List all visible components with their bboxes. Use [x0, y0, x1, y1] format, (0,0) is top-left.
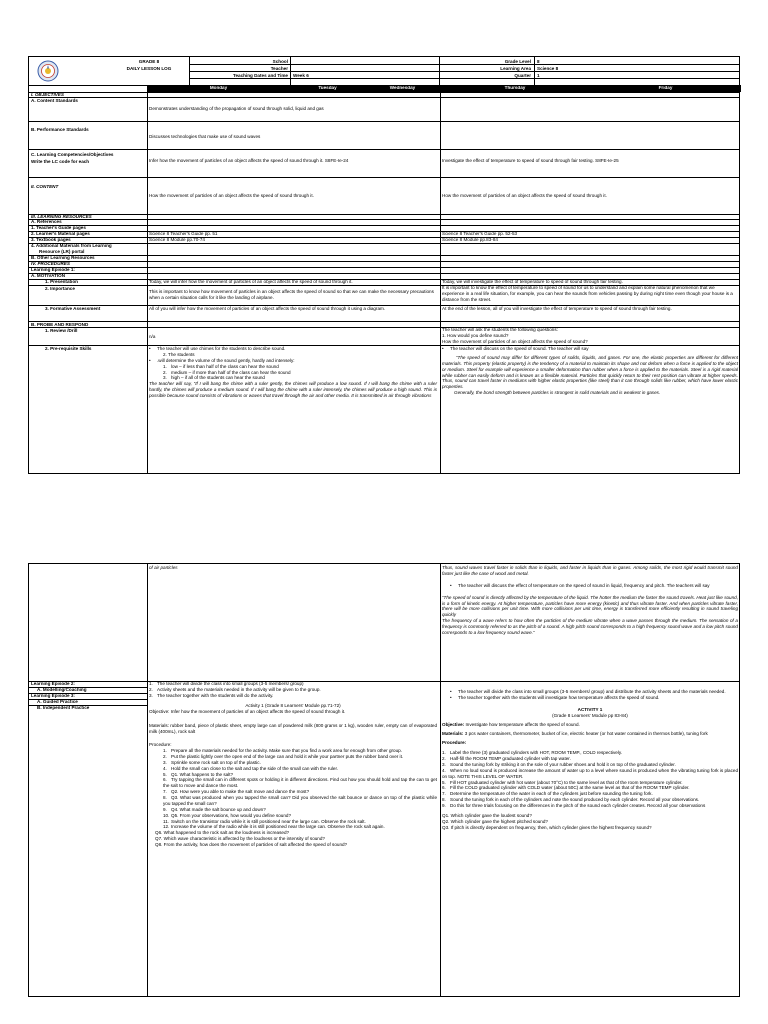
thursday-step-6: 6. Fill the COLD graduated cylinder with COLD water (about 50C) at the same level as that of the ROOM TEMP cylinder. — [442, 785, 690, 791]
thursday-speed-quote: “The speed of sound may differ for different types of solids, liquids, and gases. For one, the elastic properties are different for different materials. This property (elastic property) is the tendency of a material to maintain its shape and not deform when a force is applied to the object or medium. Steel for example will experience a smaller deformation than rubber when a force is applied to the materials. Steel is a rigid material while rubber can easily deform and is known as a flexible material. Particles that quickly return to their rest position can vibrate at higher speeds. Thus, sound can travel faster in mediums with higher elastic properties (like steel) than it can through solids like rubber, which have lower elastic properties. — [442, 354, 738, 390]
lesson-log-page-2 — [28, 563, 740, 997]
procedure-step-5: 5. Q1. What happens to the salt? — [163, 771, 234, 777]
monday-competency: Infer how the movement of particles of an object affects the speed of sound through it. S8FE-Ie-24 — [149, 158, 349, 163]
learning-area-value: Science 8 — [537, 66, 559, 71]
label-objectives: I. OBJECTIVES — [31, 92, 64, 97]
thursday-modelling-2: • The teacher together with the students will investigate how temperature affects the speed of sound. — [450, 694, 660, 700]
activity-materials: Materials: rubber band, piece of plastic sheet, empty large can of powdered milk (800 grams or 1 kg), wooden ruler, empty can of evaporated milk (400mL), rock salt — [149, 723, 437, 735]
day-monday: Monday — [147, 85, 290, 92]
day-thursday: Thursday — [440, 85, 590, 92]
review-q1: 1. How would you define sound? — [442, 332, 509, 338]
label-tb: 3. Textbook pages — [31, 237, 71, 242]
teacher-label: Teacher — [270, 66, 288, 71]
performance-standard-text: Discusses technologies that make use of sound waves — [149, 134, 261, 139]
day-friday: Friday — [590, 85, 741, 92]
label-presentation: 1. Presentation — [45, 279, 78, 284]
modelling-step-3: 3. The teacher together with the students will do the activity. — [149, 692, 274, 698]
thursday-objective: Objective: Investigate how temperature affects the speed of sound. — [442, 721, 580, 727]
day-wednesday: Wednesday — [365, 85, 440, 92]
label-guided: A. Guided Practice — [37, 699, 78, 704]
thursday-content: How the movement of particles of an object affects the speed of sound through it. — [442, 193, 607, 198]
dates-value: Week 6 — [293, 73, 309, 78]
procedure-step-8: 8. Q3. What was produced when you tapped the small can? Did you observed the salt bounce or dance on top of the plastic while you tapped the small can? — [163, 795, 437, 806]
thursday-procedure-list — [442, 750, 738, 809]
thursday-tg: Science 8 Teacher's Guide pp. 52-53 — [442, 231, 518, 236]
thursday-q2: Q2. Which cylinder gave the highest pitched sound? — [442, 818, 548, 824]
thursday-step-4: 4. When no loud sound is produced increase the amount of water up to a level where sound is produced when the vibrating tuning fork is placed on top. NOTE THIS LEVEL OF WATER. — [442, 767, 738, 779]
label-lr: 4. Additional Materials from Learning — [31, 243, 112, 248]
thursday-frequency-quote: The frequency of a wave refers to how often the particles of the medium vibrate when a wave passes through the medium. The sensation of a frequency is commonly referred to as the pitch of a sound. A high pitch sound corresponds to a high frequency sound wave and a low pitch sound corresponds to a low frequency sound wave.” — [442, 618, 738, 635]
procedure-step-2: 2. Put the plastic lightly over the open end of the large can and hold it while your partner puts the rubber band over it. — [163, 753, 404, 759]
thursday-formative: At the end of the lesson, all of you will investigate the effect of temperature to speed of sound through fair testing. — [442, 306, 672, 311]
procedure-step-12: 12. Increase the volume of the radio while it is still positioned near the large can. Observe the rock salt again. — [163, 824, 385, 830]
content-standard-text: Demonstrates understanding of the propagation of sound through solid, liquid and gas — [149, 106, 324, 111]
daily-lesson-log-title: DAILY LESSON LOG — [126, 66, 172, 71]
review-intro: The teacher will ask the students the following questions: — [442, 327, 558, 332]
procedure-step-1: 1. Prepare all the materials needed for the activity. Make sure that you find a work area for enough from other group. — [163, 748, 403, 753]
label-review: 1. Review /Drill — [45, 328, 78, 333]
day-tuesday: Tuesday — [290, 85, 365, 92]
thursday-temperature-quote: “The speed of sound is directly affected by the temperature of the liquid. The hotter the medium the faster the sound travels. Heat just like sound, is a form of kinetic energy. At higher temperature, particles have more energy (kinetic) and thus vibrate faster. And when particles vibrate faster, there will be more collisions per unit time. With more collisions per unit time, energy is transferred more efficiently resulting in sound traveling quickly — [442, 594, 738, 618]
label-performance-standards: B. Performance Standards — [31, 127, 89, 132]
label-competencies: C. Learning Competencies/Objectives — [31, 152, 114, 157]
label-motivation: A. MOTIVATION — [31, 273, 66, 278]
label-episode-2: Learning Episode 2: — [31, 681, 75, 686]
monday-lm: Science 8 Module pp.70-74 — [149, 237, 205, 242]
label-formative: 3. Formative Assessment — [45, 306, 101, 311]
thursday-activity-title: ACTIVITY 1 — [577, 706, 603, 712]
thursday-activity-sub: (Grade 8 Learners' Module pp 83-84) — [552, 712, 628, 718]
quarter-value: 1 — [537, 73, 540, 78]
procedure-step-4: 4. Hold the small can close to the salt and tap the side of the small can with the ruler. — [163, 765, 338, 771]
prereq-bullet-1: • The teacher will use chimes for the students to describe sound. — [149, 346, 286, 351]
monday-tg: Science 8 Teacher's Guide pp. 51 — [149, 231, 218, 236]
deped-seal — [37, 60, 59, 82]
thursday-discuss-bullet: • The teacher will discuss the effect of temperature on the speed of sound in liquid, frequency and pitch. The teachers will say — [450, 582, 710, 588]
label-lr-2: Resource (LR) portal — [39, 249, 85, 254]
thursday-step-8: 8. Sound the tuning fork in each of the cylinders and note the sound produced by each cylinder. Record all your observations. — [442, 797, 700, 803]
prereq-students: 2. The students — [163, 351, 195, 357]
label-procedures: IV. PROCEDURES — [31, 261, 70, 266]
label-independent: B. Independent Practice — [37, 705, 90, 710]
label-probe: B. PROBE AND RESPOND — [31, 322, 89, 327]
thursday-step-1: 1. Label the three (3) graduated cylinders with HOT, ROOM TEMP., COLD respectively. — [442, 750, 623, 756]
label-references: A. References — [31, 219, 62, 224]
prereq-bullet-2: • .will determine the volume of the sound gently, hardly and intensely: — [149, 357, 295, 363]
activity-objective: Objective: Infer how the movement of particles of an object affects the speed of sound through it. — [149, 708, 346, 714]
grade-title: GRADE 8 — [138, 59, 160, 64]
thursday-step-9: 9. Do this for three trials focusing on the differences in the pitch of the sound each cylinder creates. Record all your observations — [442, 803, 706, 808]
prereq-level-medium: 2. medium – if more than half of the class can hear the sound — [163, 369, 291, 375]
thursday-step-3: 3. Sound the tuning fork by striking it on the sole of your rubber shoes and hold it on top of the graduated cylinder. — [442, 761, 676, 767]
thursday-q1: Q1. Which cylinder gave the loudest sound? — [442, 812, 532, 818]
monday-formative: All of you will infer how the movement of particles of an object affects the speed of sound through it using a diagram. — [149, 306, 386, 311]
label-importance: 2. Importance — [45, 286, 75, 291]
label-tg: 1. Teacher's Guide pages — [31, 225, 86, 230]
question-q6: Q6. What happened to the rock salt as the loudness is increased? — [155, 830, 290, 836]
monday-importance: This is important to know how movement of particles in an object affects the speed of sound so that we can make the necessary precautions when a certain situation calls for it like the landing of airplane. — [149, 289, 434, 300]
label-prereq: 2. Pre-requisite Skills — [45, 346, 92, 351]
procedure-step-9: 9. Q4. What made the salt bounce up and down? — [163, 806, 266, 812]
procedure-step-10: 10. Q5. From your observations, how would you define sound? — [163, 812, 292, 818]
label-competencies-2: Write the LC code for each — [31, 159, 90, 164]
thursday-presentation: Today, we will investigate the effect of temperature to speed of sound through fair testing. — [442, 279, 623, 284]
label-other: B. Other Learning Resources — [31, 255, 95, 260]
thursday-lm: Science 8 Module pp.83-84 — [442, 237, 498, 242]
modelling-step-2: 2. Activity sheets and the materials needed in the activity will be given to the group. — [149, 686, 321, 692]
grade-level-value: 8 — [537, 59, 540, 64]
thursday-review — [442, 327, 738, 345]
activity-title: Activity 1 (Grade 8 Learners' Module pp.71-72) — [245, 702, 341, 708]
grade-level-label: Grade Level — [504, 59, 531, 64]
label-modelling: A. Modelling/Coaching — [37, 687, 87, 692]
review-q2: How the movement of particles of an object affects the speed of sound? — [442, 338, 588, 344]
procedure-step-6: 6. Try tapping the small can in different spots or holding it in different directions. Find out how you should hold and tap the can to get the salt to move and dance the most. — [163, 777, 437, 789]
monday-modelling — [149, 681, 437, 848]
question-q7: Q7. Which wave characteristic is affected by the loudness or the intensity of sound? — [155, 836, 325, 842]
monday-review: n/a — [149, 334, 156, 339]
label-episode-1: Learning Episode 1: — [31, 267, 75, 272]
procedure-list — [149, 748, 437, 830]
thursday-competency: Investigate the effect of temperature to speed of sound through fair testing. S8FE-Ie-25 — [442, 158, 619, 163]
prereq-level-low: 1. low – if less than half of the class can hear the sound — [163, 363, 279, 369]
procedure-step-7: 7. Q2. How were you able to make the salt move and dance the most? — [163, 789, 310, 795]
monday-prereq — [149, 346, 437, 399]
thursday-materials: Materials: 3 pcs water containers, thermometer, bucket of ice, electric heater (or hot water contained in thermos bottle), tuning fork — [442, 731, 708, 737]
dates-label: Teaching Dates and Time — [233, 73, 288, 78]
modelling-step-1: 1. The teacher will divide the class into small groups (3-5 members/ group) — [149, 681, 304, 686]
thursday-solids-faster: Thus, sound waves travel faster in solids than in liquids, and faster in liquids than in gases. Among solids, the most rigid would transmit sound faster just like the case of wood and metal. — [442, 565, 738, 576]
thursday-modelling — [442, 689, 738, 831]
thursday-prereq — [442, 346, 738, 396]
label-resources: III. LEARNING RESOURCES — [31, 214, 92, 219]
lesson-log-page-1 — [28, 56, 740, 474]
thursday-importance: It is important to know the effect of temperature to speed of sound for us to understand and explain some natural phenomenon that we experience in a real life situation, for example, you can hear the sounds from vehicles passing by during night time even though your house is a distance from the street. — [442, 285, 733, 302]
label-episode-3: Learning Episode 3: — [31, 693, 75, 698]
prereq-level-high: 3. high – if all of the students can hear the sound — [163, 375, 265, 381]
thursday-step-7: 7. Determine the temperature of the water in each of the cylinders just before sounding the tuning fork. — [442, 791, 653, 797]
thursday-step-5: 5. Fill HOT graduated cylinder with hot water (about 70°C) to the same level as that of the room temperature cylinder. — [442, 779, 683, 785]
prereq-teacher-says: The teacher will say, “If I will bang the chime with a ruler gently, the chimes will produce a low sound. If I will bang the chime with a ruler hardly, the chimes will produce a medium sound. If I will bang the chime with a ruler intensely, the chimes will produce a high sound. This is possible because sound consists of vibrations or waves that travel through the air and other media. It is transmitted in air through vibrations — [149, 381, 437, 398]
label-content-standards: A. Content Standards — [31, 98, 78, 103]
learning-area-label: Learning Area — [500, 66, 531, 71]
thursday-procedure-label: Procedure: — [442, 740, 467, 746]
procedure-step-11: 11. Switch on the transistor radio while it is still positioned near the large can. Observe the rock salt. — [163, 818, 366, 824]
thursday-q3: Q3. If pitch is directly dependent on frequency, then, which cylinder gives the highest frequency sound? — [442, 824, 652, 830]
monday-presentation: Today, we will infer how the movement of particles of an object affects the speed of sound through it. — [149, 279, 353, 284]
label-content: II. CONTENT — [31, 184, 59, 189]
procedure-label: Procedure: — [149, 742, 172, 748]
thursday-continuation — [442, 565, 738, 636]
quarter-label: Quarter — [514, 73, 531, 78]
thursday-prereq-bullet: • The teacher will discuss on the speed of sound. The teacher will say — [442, 346, 589, 351]
label-lm: 2. Learner's Material pages — [31, 231, 90, 236]
thursday-bond-strength: Generally, the bond strength between particles is strongest in solid materials and is weakest in gases. — [454, 390, 661, 396]
thursday-modelling-1: • The teacher will divide the class into small groups (3-5 members/ group) and distribute the activity sheets and the materials needed. — [450, 689, 726, 694]
monday-prereq-cont: of air particles — [149, 565, 178, 570]
question-q8: Q8. From the activity, how does the movement of particles of salt affected the speed of sound? — [155, 842, 348, 847]
monday-content: How the movement of particles of an object affects the speed of sound through it. — [149, 193, 314, 198]
procedure-step-3: 3. Sprinkle some rock salt on top of the plastic. — [163, 759, 261, 765]
thursday-step-2: 2. Half-fill the ROOM TEMP graduated cylinder with tap water. — [442, 756, 571, 761]
school-label: School — [272, 59, 288, 64]
